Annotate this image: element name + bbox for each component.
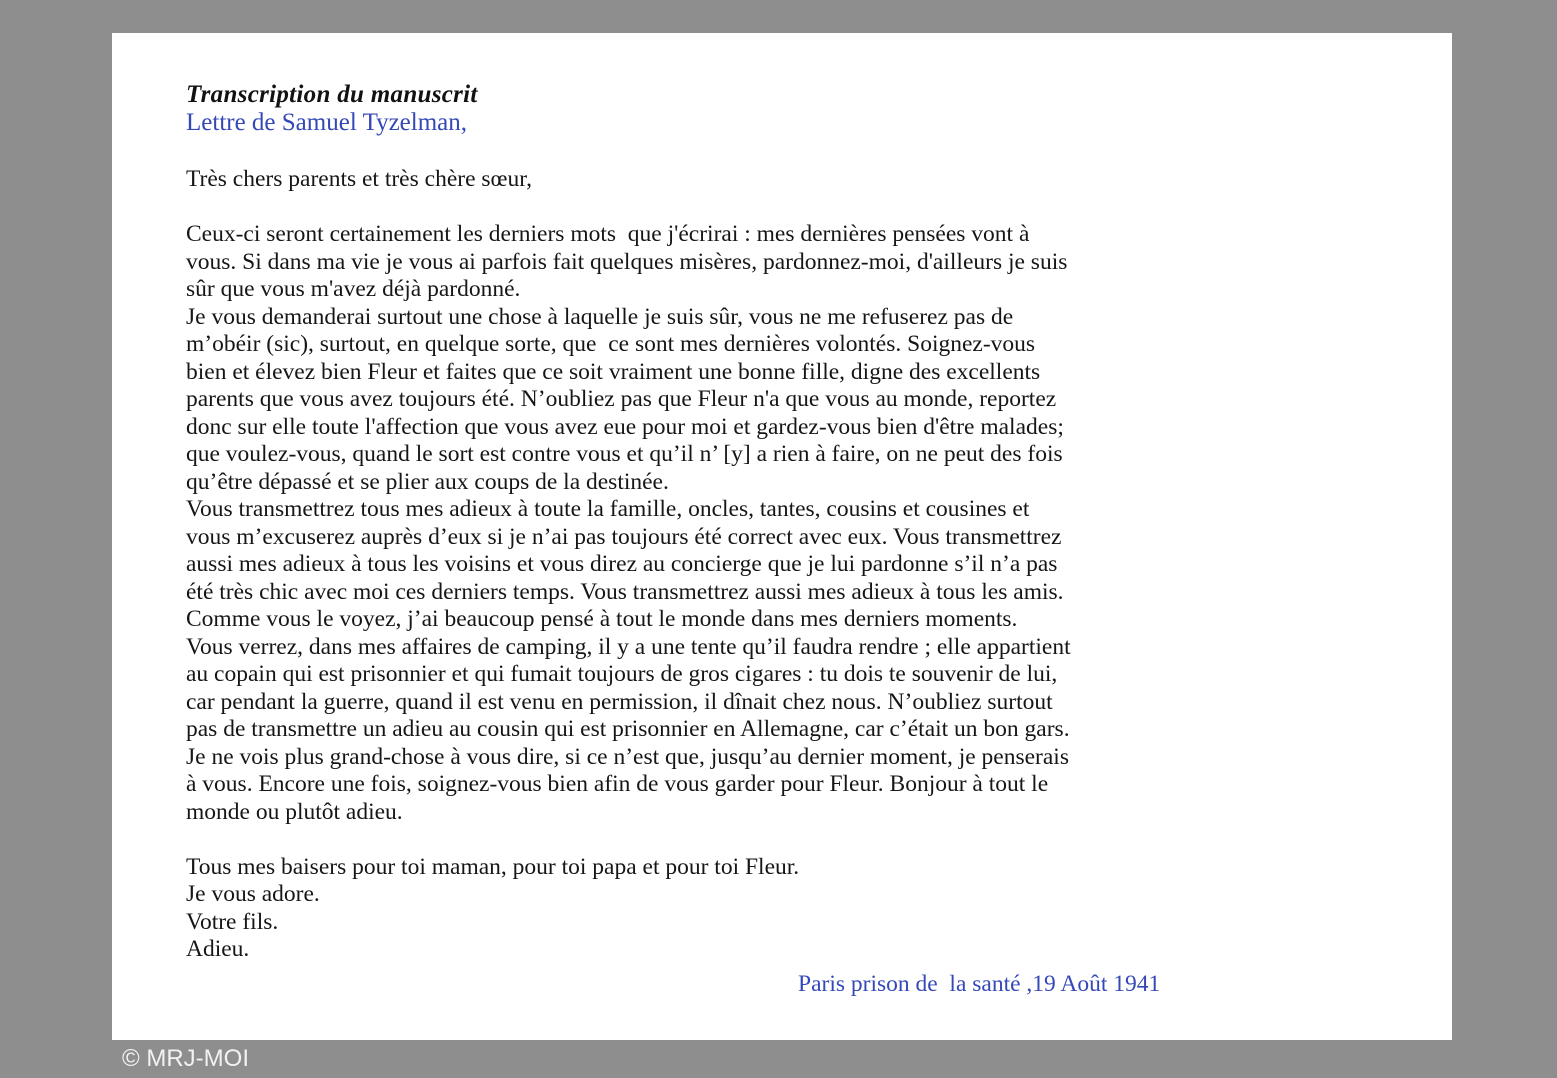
text-line: Je ne vois plus grand-chose à vous dire, si ce n’est que, jusqu’au dernier moment, je penserais	[186, 743, 1069, 770]
letter-closing	[186, 854, 1428, 964]
text-line: Ceux-ci seront certainement les derniers mots que j'écrirai : mes dernières pensées vont à	[186, 221, 1030, 247]
text-line: à vous. Encore une fois, soignez-vous bien afin de vous garder pour Fleur. Bonjour à tout le	[186, 771, 1049, 797]
text-line: bien et élevez bien Fleur et faites que ce soit vraiment une bonne fille, digne des excellents	[186, 358, 1041, 385]
text-line: car pendant la guerre, quand il est venu en permission, il dînait chez nous. N’oubliez surtout	[186, 688, 1053, 715]
text-line: Comme vous le voyez, j’ai beaucoup pensé à tout le monde dans mes derniers moments.	[186, 606, 1018, 632]
document-content	[186, 81, 1428, 998]
text-line: Adieu.	[186, 936, 250, 962]
text-line: qu’être dépassé et se plier aux coups de la destinée.	[186, 468, 669, 495]
text-line: vous. Si dans ma vie je vous ai parfois fait quelques misères, pardonnez-moi, d'ailleurs je suis	[186, 248, 1068, 275]
text-line: au copain qui est prisonnier et qui fumait toujours de gros cigares : tu dois te souvenir de lui,	[186, 661, 1058, 687]
text-line: vous m’excuserez auprès d’eux si je n’ai pas toujours été correct avec eux. Vous transmettrez	[186, 523, 1062, 550]
text-line: Vous verrez, dans mes affaires de camping, il y a une tente qu’il faudra rendre ; elle appartient	[186, 633, 1071, 660]
text-line: Votre fils.	[186, 908, 279, 935]
copyright-watermark: © MRJ-MOI	[122, 1045, 249, 1072]
text-line: monde ou plutôt adieu.	[186, 798, 403, 825]
text-line: été très chic avec moi ces derniers temps. Vous transmettrez aussi mes adieux à tous les amis.	[186, 578, 1064, 605]
text-line: aussi mes adieux à tous les voisins et vous direz au concierge que je lui pardonne s’il n’a pas	[186, 551, 1058, 577]
document-page	[112, 33, 1452, 1040]
text-line: pas de transmettre un adieu au cousin qui est prisonnier en Allemagne, car c’était un bon gars.	[186, 716, 1070, 742]
text-line: sûr que vous m'avez déjà pardonné.	[186, 276, 521, 302]
text-line: m’obéir (sic), surtout, en quelque sorte, que ce sont mes dernières volontés. Soignez-vous	[186, 331, 1036, 357]
letter-salutation: Très chers parents et très chère sœur,	[186, 166, 533, 192]
text-line: Je vous demanderai surtout une chose à laquelle je suis sûr, vous ne me refuserez pas de	[186, 303, 1014, 330]
text-line: parents que vous avez toujours été. N’oubliez pas que Fleur n'a que vous au monde, reportez	[186, 386, 1057, 412]
text-line: Je vous adore.	[186, 881, 320, 907]
text-line: que voulez-vous, quand le sort est contre vous et qu’il n’ [y] a rien à faire, on ne peut des fois	[186, 441, 1063, 467]
letter-body	[186, 221, 1428, 826]
document-title: Transcription du manuscrit	[186, 81, 478, 108]
text-line: donc sur elle toute l'affection que vous avez eue pour moi et gardez-vous bien d'être malades;	[186, 413, 1064, 440]
document-subtitle: Lettre de Samuel Tyzelman,	[186, 109, 468, 136]
letter-dateline: Paris prison de la santé ,19 Août 1941	[798, 970, 1161, 997]
text-line: Tous mes baisers pour toi maman, pour toi papa et pour toi Fleur.	[186, 853, 800, 880]
text-line: Vous transmettrez tous mes adieux à toute la famille, oncles, tantes, cousins et cousines et	[186, 496, 1030, 522]
